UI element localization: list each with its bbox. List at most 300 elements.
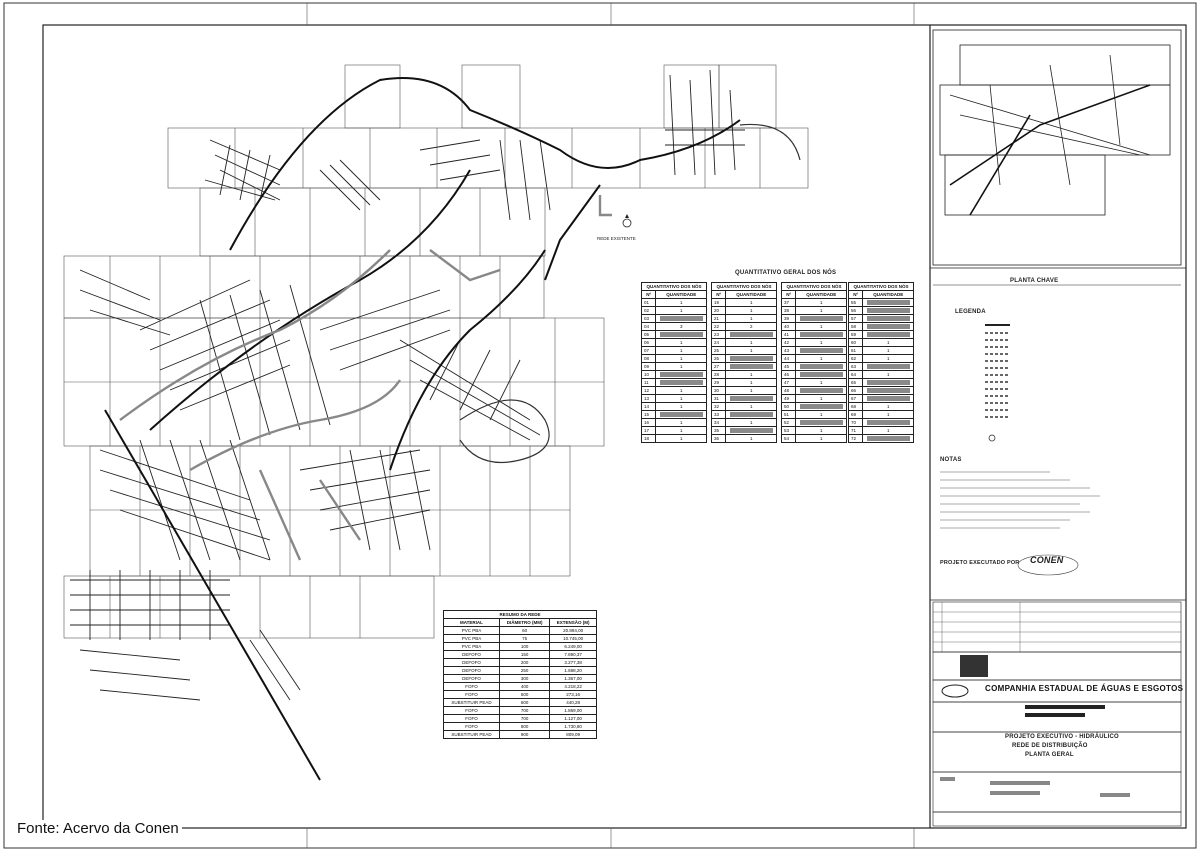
notes-label: NOTAS — [940, 457, 962, 463]
node-number: 09 — [642, 363, 656, 371]
node-summary-title: QUANTITATIVO GERAL DOS NÓS — [735, 270, 837, 276]
node-quantity: 1 — [863, 339, 914, 347]
node-number: 54 — [782, 435, 796, 443]
table-row — [782, 387, 847, 395]
table-row — [712, 315, 777, 323]
table-cell: 4.218,22 — [550, 683, 597, 691]
node-quantity: 1 — [656, 347, 707, 355]
node-quantity: 1 — [796, 435, 847, 443]
node-quantity: 1 — [726, 419, 777, 427]
table-row — [849, 347, 914, 355]
node-quantity: 1 — [726, 299, 777, 307]
node-quantity — [796, 371, 847, 379]
table-row — [642, 411, 707, 419]
node-number: 11 — [642, 379, 656, 387]
key-plan-label: PLANTA CHAVE — [1010, 278, 1059, 284]
table-row — [849, 395, 914, 403]
table-row — [712, 387, 777, 395]
table-cell: 400 — [499, 683, 549, 691]
node-number: 38 — [782, 307, 796, 315]
redacted-bar — [867, 308, 910, 313]
table-row — [642, 323, 707, 331]
node-number: 06 — [642, 339, 656, 347]
node-quantity-table — [781, 282, 847, 443]
node-number: 47 — [782, 379, 796, 387]
node-number: 42 — [782, 339, 796, 347]
table-cell: 20.894,00 — [550, 627, 597, 635]
node-quantity: 1 — [726, 379, 777, 387]
node-number: 60 — [849, 339, 863, 347]
table-cell: 150 — [499, 651, 549, 659]
table-cell: FOFO — [444, 707, 500, 715]
node-quantity — [863, 435, 914, 443]
node-number: 01 — [642, 299, 656, 307]
node-number: 10 — [642, 371, 656, 379]
node-quantity: 3 — [656, 323, 707, 331]
conen-logo: CONEN — [1030, 555, 1064, 565]
table-row — [849, 411, 914, 419]
table-cell: 273,16 — [550, 691, 597, 699]
node-quantity — [796, 387, 847, 395]
table-row — [782, 355, 847, 363]
col-header: Nº — [849, 291, 863, 299]
table-row — [849, 403, 914, 411]
title-line-2: REDE DE DISTRIBUIÇÃO — [1012, 743, 1088, 749]
node-number: 23 — [712, 331, 726, 339]
redacted-bar — [867, 436, 910, 441]
node-number: 63 — [849, 363, 863, 371]
node-number: 62 — [849, 355, 863, 363]
col-header: Nº — [712, 291, 726, 299]
table-row — [642, 371, 707, 379]
table-cell: 1.367,00 — [550, 675, 597, 683]
col-header: DIÂMETRO (MM) — [499, 619, 549, 627]
table-cell: FOFO — [444, 683, 500, 691]
node-number: 64 — [849, 371, 863, 379]
right-panel — [930, 25, 1186, 828]
table-row — [444, 691, 597, 699]
node-quantity: 1 — [796, 379, 847, 387]
node-number: 61 — [849, 347, 863, 355]
redacted-bar — [730, 428, 773, 433]
redacted-bar — [800, 364, 843, 369]
col-header: EXTENSÃO (M) — [550, 619, 597, 627]
table-row — [849, 419, 914, 427]
materials-table-title: RESUMO DA REDE — [444, 611, 597, 619]
redacted-bar — [800, 420, 843, 425]
node-quantity — [726, 331, 777, 339]
table-cell: 440,28 — [550, 699, 597, 707]
node-table-title: QUANTITATIVO DOS NÓS — [849, 283, 914, 291]
redacted-bar — [730, 332, 773, 337]
node-quantity — [656, 371, 707, 379]
redacted-bar — [800, 348, 843, 353]
table-cell: DEFOFO — [444, 675, 500, 683]
table-cell: 3.277,38 — [550, 659, 597, 667]
table-row — [444, 643, 597, 651]
node-quantity: 1 — [656, 419, 707, 427]
node-number: 08 — [642, 355, 656, 363]
redacted-bar — [800, 372, 843, 377]
col-header: QUANTIDADE — [863, 291, 914, 299]
table-cell: 300 — [499, 675, 549, 683]
node-number: 31 — [712, 395, 726, 403]
node-number: 72 — [849, 435, 863, 443]
node-number: 69 — [849, 411, 863, 419]
table-row — [782, 435, 847, 443]
table-row — [444, 659, 597, 667]
node-quantity — [726, 395, 777, 403]
node-number: 46 — [782, 371, 796, 379]
table-row — [642, 307, 707, 315]
node-quantity: 1 — [796, 355, 847, 363]
table-cell: PVC PBA — [444, 643, 500, 651]
node-quantity — [796, 347, 847, 355]
node-table-title: QUANTITATIVO DOS NÓS — [782, 283, 847, 291]
table-cell: 600 — [499, 699, 549, 707]
node-quantity — [863, 419, 914, 427]
table-row — [782, 347, 847, 355]
node-number: 26 — [712, 355, 726, 363]
redacted-bar — [800, 404, 843, 409]
node-number: 19 — [712, 299, 726, 307]
node-quantity — [863, 387, 914, 395]
redacted-bar — [867, 332, 910, 337]
table-row — [642, 419, 707, 427]
table-row — [642, 347, 707, 355]
table-row — [849, 331, 914, 339]
node-quantity — [656, 379, 707, 387]
node-quantity: 1 — [863, 427, 914, 435]
table-row — [642, 427, 707, 435]
table-row — [712, 323, 777, 331]
node-quantity: 1 — [796, 339, 847, 347]
node-quantity: 1 — [726, 307, 777, 315]
node-quantity: 1 — [656, 427, 707, 435]
node-quantity: 1 — [726, 403, 777, 411]
table-cell: DEFOFO — [444, 667, 500, 675]
redacted-bar — [867, 420, 910, 425]
node-number: 03 — [642, 315, 656, 323]
node-quantity — [726, 411, 777, 419]
redacted-bar — [867, 364, 910, 369]
col-header: QUANTIDADE — [726, 291, 777, 299]
table-row — [444, 635, 597, 643]
node-quantity — [796, 363, 847, 371]
table-row — [712, 435, 777, 443]
node-quantity — [656, 411, 707, 419]
table-cell: 809,09 — [550, 731, 597, 739]
table-row — [849, 299, 914, 307]
node-number: 02 — [642, 307, 656, 315]
table-cell: 10.745,00 — [550, 635, 597, 643]
node-table-title: QUANTITATIVO DOS NÓS — [712, 283, 777, 291]
col-header: Nº — [782, 291, 796, 299]
node-quantity: 1 — [726, 371, 777, 379]
node-number: 58 — [849, 323, 863, 331]
table-row — [782, 307, 847, 315]
redacted-bar — [867, 388, 910, 393]
table-row — [444, 651, 597, 659]
table-row — [849, 371, 914, 379]
table-cell: SUBSTITUIR PEAD — [444, 731, 500, 739]
table-row — [712, 331, 777, 339]
table-row — [444, 715, 597, 723]
node-number: 55 — [849, 299, 863, 307]
node-number: 13 — [642, 395, 656, 403]
table-row — [712, 379, 777, 387]
table-cell: FOFO — [444, 691, 500, 699]
table-row — [849, 323, 914, 331]
node-quantity — [726, 427, 777, 435]
node-number: 70 — [849, 419, 863, 427]
table-row — [712, 355, 777, 363]
node-number: 35 — [712, 427, 726, 435]
table-cell: 700 — [499, 715, 549, 723]
table-row — [642, 299, 707, 307]
redacted-bar — [800, 388, 843, 393]
node-number: 30 — [712, 387, 726, 395]
table-row — [642, 403, 707, 411]
table-cell: DEFOFO — [444, 659, 500, 667]
node-quantity: 1 — [863, 403, 914, 411]
node-number: 28 — [712, 371, 726, 379]
table-row — [444, 699, 597, 707]
table-row — [782, 379, 847, 387]
col-header: QUANTIDADE — [656, 291, 707, 299]
figure-caption: Fonte: Acervo da Conen — [14, 820, 182, 837]
node-number: 17 — [642, 427, 656, 435]
table-cell: FOFO — [444, 723, 500, 731]
node-quantity: 1 — [863, 355, 914, 363]
node-number: 07 — [642, 347, 656, 355]
title-line-1: PROJETO EXECUTIVO - HIDRÁULICO — [1005, 734, 1119, 740]
table-row — [782, 403, 847, 411]
table-row — [782, 315, 847, 323]
table-row — [849, 363, 914, 371]
table-row — [642, 331, 707, 339]
table-row — [782, 323, 847, 331]
node-number: 52 — [782, 419, 796, 427]
table-row — [642, 315, 707, 323]
node-number: 67 — [849, 395, 863, 403]
table-row — [444, 627, 597, 635]
table-row — [782, 299, 847, 307]
map-annotation: REDE EXISTENTE — [597, 236, 636, 241]
node-quantity — [726, 355, 777, 363]
node-quantity: 1 — [863, 371, 914, 379]
redacted-bar — [660, 412, 703, 417]
table-row — [849, 427, 914, 435]
table-row — [712, 427, 777, 435]
node-number: 53 — [782, 427, 796, 435]
table-row — [712, 419, 777, 427]
node-quantity — [863, 395, 914, 403]
node-number: 41 — [782, 331, 796, 339]
redacted-bar — [867, 380, 910, 385]
redacted-bar — [867, 316, 910, 321]
node-quantity — [863, 307, 914, 315]
node-quantity: 1 — [656, 339, 707, 347]
node-number: 29 — [712, 379, 726, 387]
node-quantity — [796, 419, 847, 427]
node-quantity: 1 — [796, 395, 847, 403]
node-quantity — [863, 299, 914, 307]
table-row — [444, 723, 597, 731]
node-number: 66 — [849, 387, 863, 395]
table-cell: 75 — [499, 635, 549, 643]
node-number: 16 — [642, 419, 656, 427]
redacted-bar — [800, 316, 843, 321]
table-cell: FOFO — [444, 715, 500, 723]
node-number: 32 — [712, 403, 726, 411]
table-row — [849, 387, 914, 395]
node-quantity — [796, 331, 847, 339]
table-cell: 250 — [499, 667, 549, 675]
node-number: 21 — [712, 315, 726, 323]
node-quantity — [863, 323, 914, 331]
table-row — [712, 339, 777, 347]
redacted-bar — [730, 396, 773, 401]
table-row — [712, 347, 777, 355]
table-row — [782, 427, 847, 435]
node-number: 14 — [642, 403, 656, 411]
node-number: 43 — [782, 347, 796, 355]
table-row — [712, 411, 777, 419]
node-quantity: 1 — [656, 435, 707, 443]
table-row — [849, 307, 914, 315]
node-quantity — [796, 315, 847, 323]
node-quantity: 1 — [726, 315, 777, 323]
node-quantity: 1 — [656, 299, 707, 307]
table-row — [712, 307, 777, 315]
table-row — [642, 435, 707, 443]
node-number: 45 — [782, 363, 796, 371]
table-row — [782, 371, 847, 379]
node-quantity: 1 — [726, 339, 777, 347]
node-quantity-table — [848, 282, 914, 443]
node-number: 50 — [782, 403, 796, 411]
node-quantity — [863, 331, 914, 339]
new-pipelines — [120, 195, 612, 560]
node-quantity: 1 — [796, 299, 847, 307]
redacted-bar — [867, 300, 910, 305]
node-quantity — [656, 315, 707, 323]
node-number: 65 — [849, 379, 863, 387]
node-quantity: 1 — [656, 355, 707, 363]
redacted-bar — [867, 324, 910, 329]
node-number: 15 — [642, 411, 656, 419]
executed-by-label: PROJETO EXECUTADO POR — [940, 560, 1020, 566]
node-quantity: 1 — [796, 307, 847, 315]
table-cell: 1.688,20 — [550, 667, 597, 675]
node-number: 49 — [782, 395, 796, 403]
node-number: 71 — [849, 427, 863, 435]
table-row — [444, 683, 597, 691]
table-row — [849, 435, 914, 443]
key-plan-map — [940, 45, 1170, 215]
node-quantity: 1 — [796, 323, 847, 331]
node-quantity: 1 — [796, 411, 847, 419]
table-row — [712, 363, 777, 371]
table-cell: 1.869,00 — [550, 707, 597, 715]
table-cell: 200 — [499, 659, 549, 667]
redacted-bar — [660, 316, 703, 321]
node-number: 25 — [712, 347, 726, 355]
node-number: 68 — [849, 403, 863, 411]
table-row — [642, 379, 707, 387]
table-cell: 500 — [499, 691, 549, 699]
node-number: 40 — [782, 323, 796, 331]
node-quantity — [796, 403, 847, 411]
table-row — [849, 355, 914, 363]
col-header: MATERIAL — [444, 619, 500, 627]
table-row — [782, 419, 847, 427]
table-cell: 1.730,80 — [550, 723, 597, 731]
redacted-bar — [660, 380, 703, 385]
table-row — [642, 355, 707, 363]
node-number: 48 — [782, 387, 796, 395]
table-cell: SUBSTITUIR PEAD — [444, 699, 500, 707]
node-number: 57 — [849, 315, 863, 323]
table-row — [444, 667, 597, 675]
table-row — [782, 363, 847, 371]
node-number: 59 — [849, 331, 863, 339]
table-row — [782, 331, 847, 339]
node-number: 18 — [642, 435, 656, 443]
node-number: 27 — [712, 363, 726, 371]
node-number: 36 — [712, 435, 726, 443]
table-row — [444, 675, 597, 683]
node-quantity: 1 — [656, 403, 707, 411]
table-row — [642, 387, 707, 395]
node-table-title: QUANTITATIVO DOS NÓS — [642, 283, 707, 291]
node-quantity: 1 — [656, 395, 707, 403]
node-quantity-table — [711, 282, 777, 443]
table-row — [712, 299, 777, 307]
node-number: 04 — [642, 323, 656, 331]
node-number: 33 — [712, 411, 726, 419]
table-row — [444, 707, 597, 715]
redacted-bar — [867, 396, 910, 401]
redacted-bar — [660, 372, 703, 377]
node-quantity: 1 — [863, 347, 914, 355]
redacted-bar — [730, 364, 773, 369]
table-cell: DEFOFO — [444, 651, 500, 659]
table-row — [849, 315, 914, 323]
table-row — [782, 411, 847, 419]
table-row — [849, 339, 914, 347]
table-row — [642, 363, 707, 371]
node-number: 37 — [782, 299, 796, 307]
node-quantity — [863, 363, 914, 371]
node-number: 12 — [642, 387, 656, 395]
table-cell: 800 — [499, 723, 549, 731]
node-number: 39 — [782, 315, 796, 323]
table-cell: 1.127,00 — [550, 715, 597, 723]
table-row — [712, 403, 777, 411]
table-row — [849, 379, 914, 387]
node-quantity: 1 — [726, 435, 777, 443]
col-header: QUANTIDADE — [796, 291, 847, 299]
materials-table — [443, 610, 597, 739]
table-row — [782, 339, 847, 347]
table-cell: 6.249,00 — [550, 643, 597, 651]
table-cell: PVC PBA — [444, 635, 500, 643]
node-quantity — [726, 363, 777, 371]
node-quantity — [863, 315, 914, 323]
node-number: 05 — [642, 331, 656, 339]
